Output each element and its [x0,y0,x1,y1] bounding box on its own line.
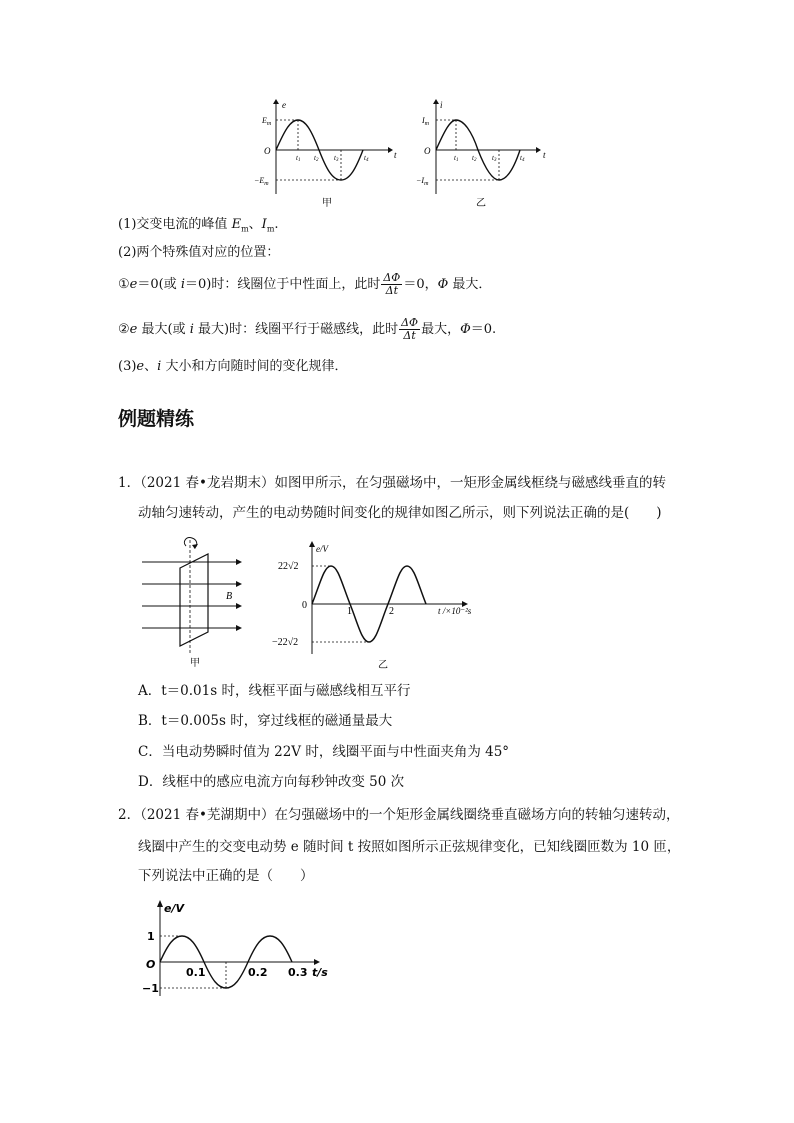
point-4: ②e 最大(或 i 最大)时：线圈平行于磁感线，此时 $\frac{\Delta\Phi}{\Delta t}$ 最大，Φ＝0. [118,316,497,342]
flux-rate-fraction: $\frac{\Delta\Phi}{\Delta t}$ [401,316,419,342]
tick-t1: t1 [296,154,301,163]
x-axis-label: t [543,150,546,160]
point-1: (1)交变电流的峰值 $E_m$、$I_m$. [118,217,279,234]
neg-peak-label: −22√2 [272,637,299,648]
y-axis-label: i [440,100,443,110]
figure-emf-sine [140,898,340,998]
tick-0-3: 0.3 [288,966,308,979]
point-5: (3)e、i 大小和方向随时间的变化规律． [118,359,348,374]
neg-peak-label: $-E_m$ [254,176,269,187]
option-b[interactable]: B．t＝0.005s 时，穿过线框的磁通量最大 [138,713,393,729]
question-2-line-3: 下列说法中正确的是（ ） [138,868,314,884]
flux-rate-fraction: $\frac{\Delta\Phi}{\Delta t}$ [383,271,401,297]
origin-label: 0 [302,600,307,611]
field-label-b: B [226,591,233,602]
question-2-line-1: 2．（2021 春•芜湖期中）在匀强磁场中的一个矩形金属线圈绕垂直磁场方向的转轴匀速转动， [118,807,680,823]
x-axis-label: t [394,150,397,160]
origin-label: O [264,146,271,156]
tick-t2: t2 [472,154,477,163]
neg-peak-label: $-I_m$ [416,176,429,187]
section-title: 例题精练 [118,408,195,430]
tick-t4: t4 [520,154,525,163]
figure-coil-in-field [138,536,250,670]
question-1-line-1: 1．（2021 春•龙岩期末）如图甲所示，在匀强磁场中，一矩形金属线框绕与磁感线垂直的转 [118,475,666,491]
origin-label: O [424,146,431,156]
y-axis-label: e [282,100,286,110]
tick-0-2: 0.2 [248,966,268,979]
figure-emf-curve [250,98,400,210]
pos-label: 1 [147,930,155,943]
tick-t2: t2 [314,154,319,163]
point-2: (2)两个特殊值对应的位置： [118,245,280,260]
point-3: ①e＝0(或 i＝0)时：线圈位于中性面上，此时 $\frac{\Delta\Phi}{\Delta t}$ ＝0，Φ 最大． [118,271,492,297]
figure-caption: 乙 [476,198,486,209]
neg-label: −1 [142,982,159,995]
x-axis-label: t /×10⁻²s [438,606,472,616]
peak-label: 22√2 [278,561,299,572]
tick-t3: t3 [334,154,339,163]
tick-1: 1 [347,606,352,617]
figure-caption: 甲 [190,658,200,669]
tick-t1: t1 [454,154,459,163]
tick-t3: t3 [492,154,497,163]
option-a[interactable]: A．t＝0.01s 时，线框平面与磁感线相互平行 [138,683,411,699]
tick-t4: t4 [364,154,369,163]
question-2-line-2: 线圈中产生的交变电动势 e 随时间 t 按照如图所示正弦规律变化，已知线圈匝数为 10 匝， [138,839,681,855]
option-c[interactable]: C．当电动势瞬时值为 22V 时，线圈平面与中性面夹角为 45° [138,744,510,760]
question-1-line-2: 动轴匀速转动，产生的电动势随时间变化的规律如图乙所示，则下列说法正确的是( ) [138,505,662,521]
tick-0-1: 0.1 [186,966,206,979]
y-axis-label: e/V [316,544,328,554]
tick-2: 2 [389,606,394,617]
figure-emf-graph [272,540,492,672]
y-axis-label: e/V [164,902,184,915]
peak-label: $I_m$ [422,116,430,127]
figure-caption: 甲 [322,198,332,209]
figure-caption: 乙 [378,660,388,671]
peak-label: $E_m$ [262,116,272,127]
option-d[interactable]: D．线框中的感应电流方向每秒钟改变 50 次 [138,774,405,790]
origin-label: O [146,958,156,971]
figure-current-curve [410,98,560,210]
x-axis-label: t/s [312,966,328,979]
